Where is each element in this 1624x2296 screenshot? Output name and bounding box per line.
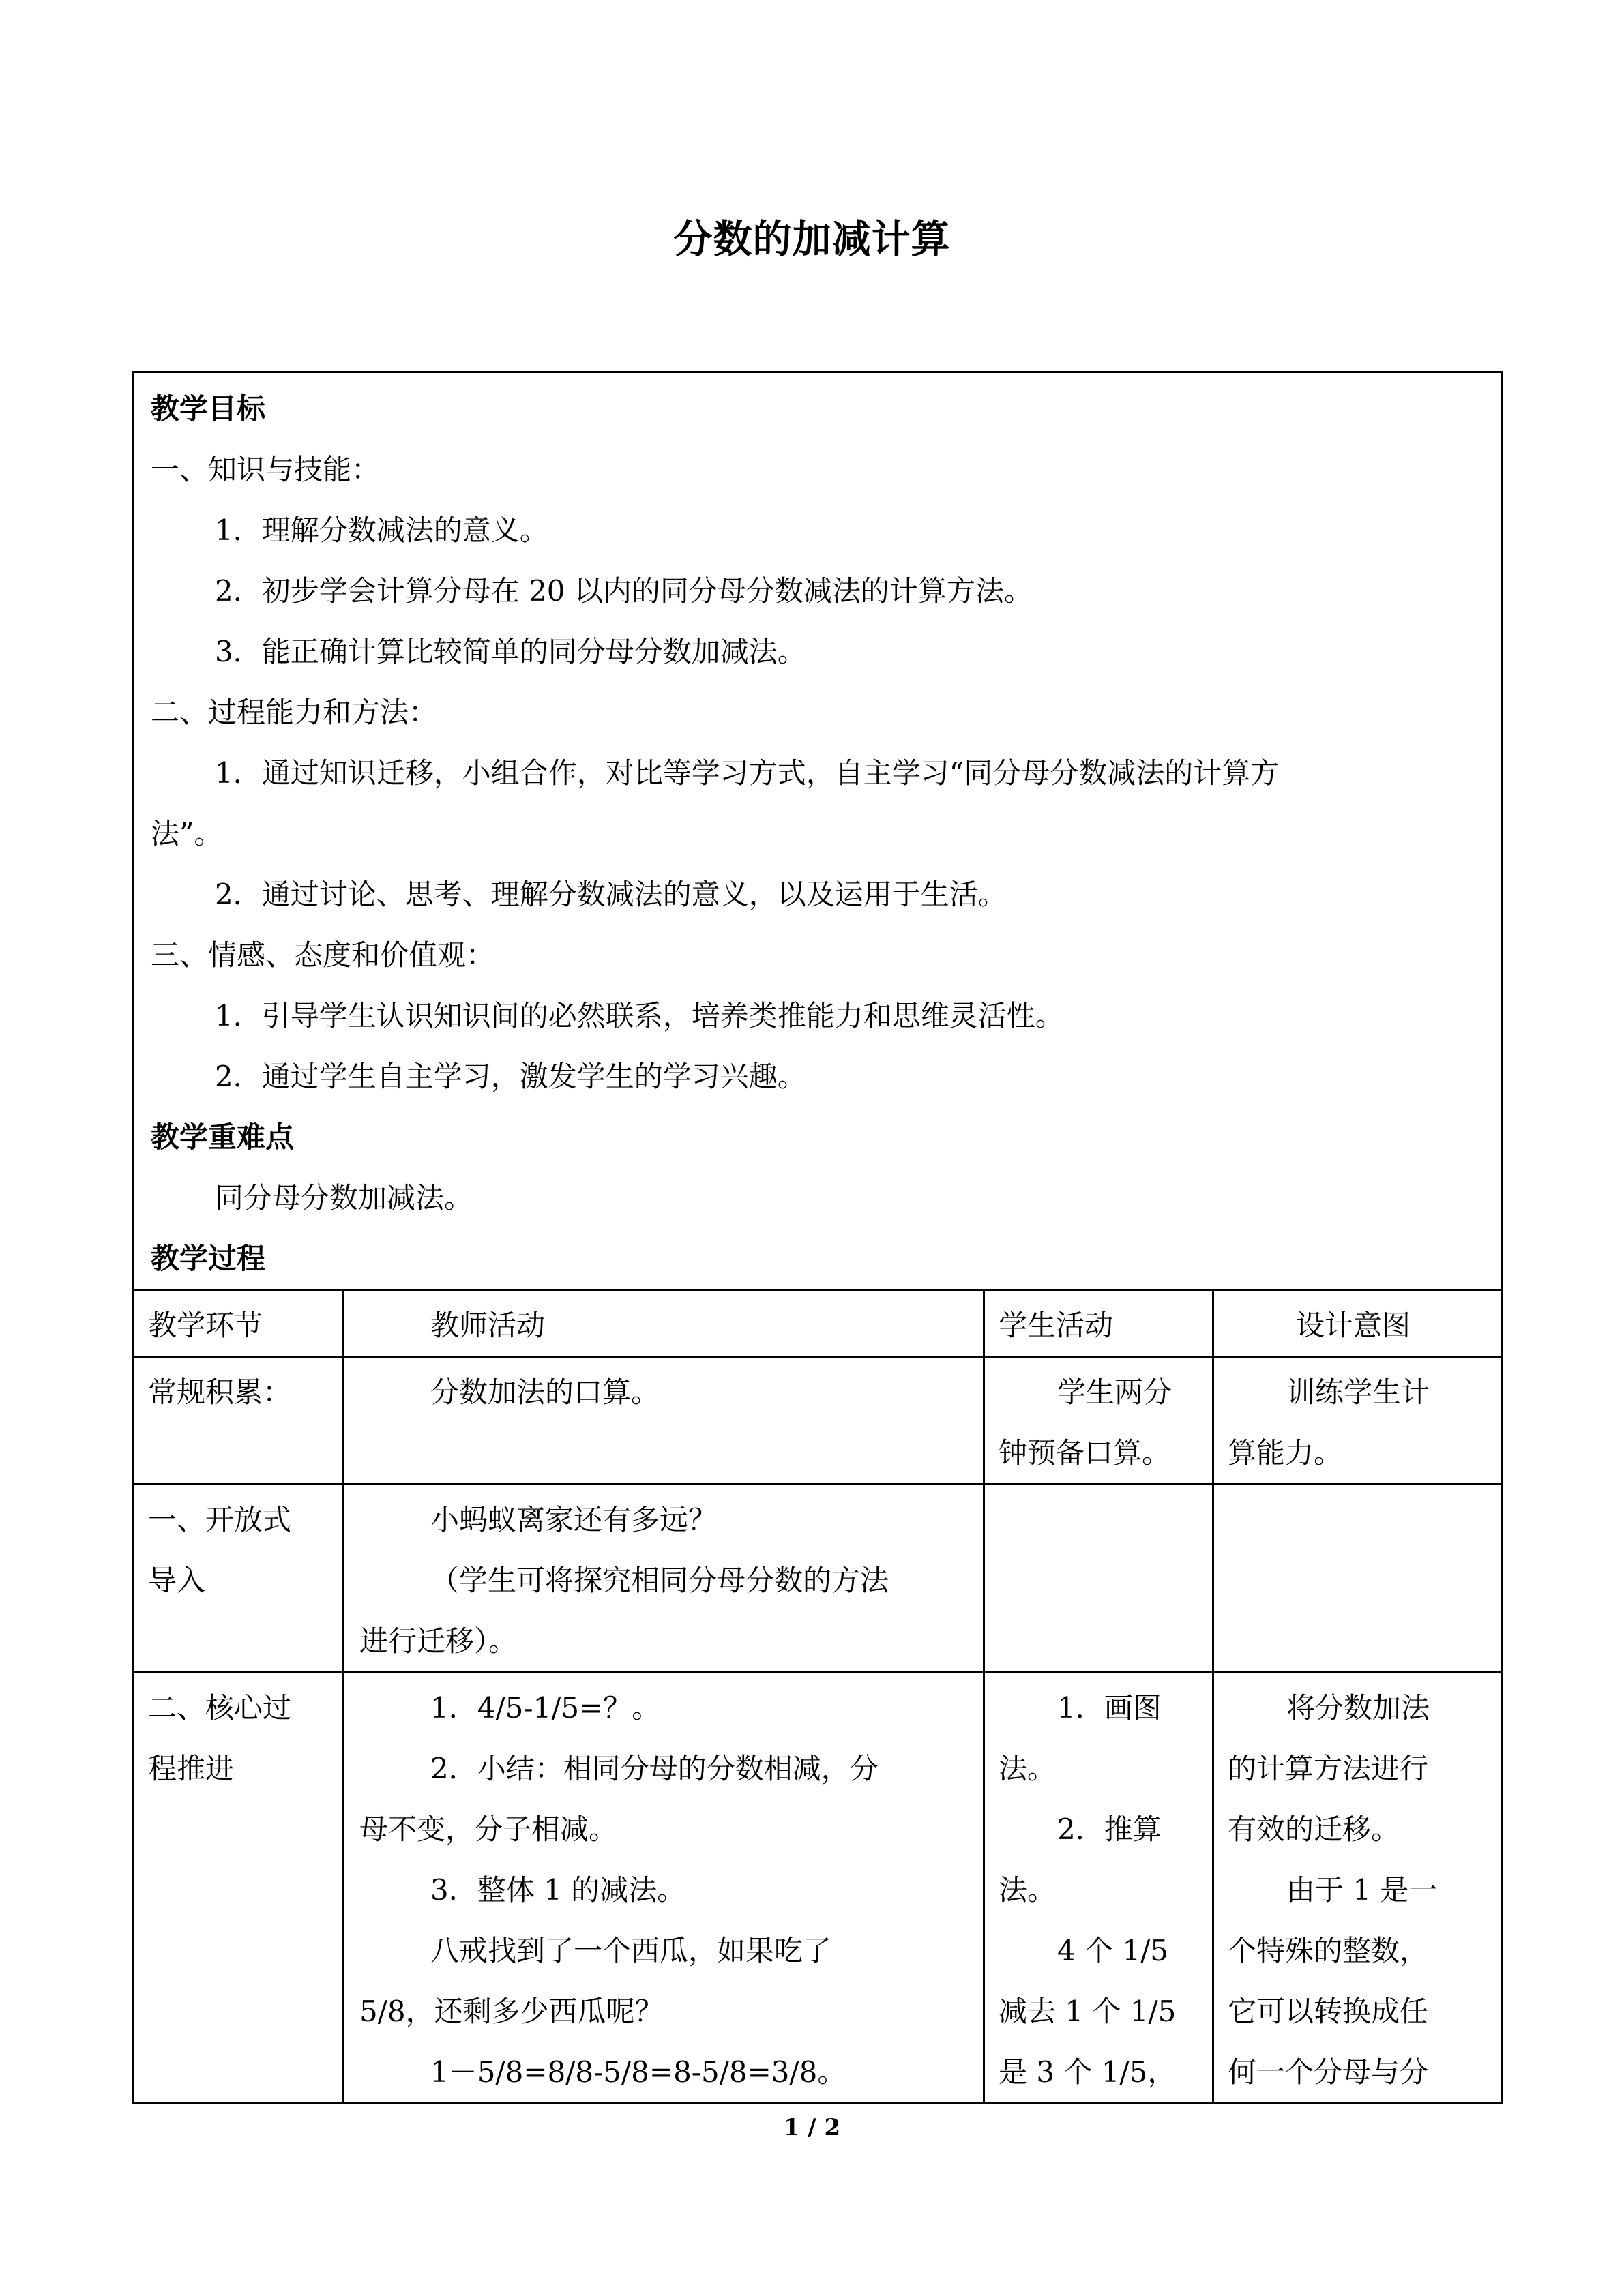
row3-student-line-5: 4 个 1/5 [1057, 1934, 1169, 1967]
emotion-item-2: 2．通过学生自主学习，激发学生的学习兴趣。 [215, 1060, 806, 1093]
row1-intent-line-2: 算能力。 [1228, 1436, 1343, 1470]
row3-intent-line-4: 由于 1 是一 [1286, 1873, 1438, 1907]
col-header-teacher-label: 教师活动 [430, 1309, 546, 1342]
row3-intent [1213, 1673, 1503, 2104]
row3-intent-line-1: 将分数加法 [1286, 1691, 1430, 1725]
table-row [134, 1673, 1503, 2104]
difficulty-header: 教学重难点 [151, 1120, 295, 1154]
process-item-1-line-2: 法”。 [151, 817, 223, 850]
row2-stage [134, 1485, 344, 1673]
process-item-2: 2．通过讨论、思考、理解分数减法的意义，以及运用于生活。 [215, 878, 1007, 911]
row3-teacher-line-3: 母不变，分子相减。 [359, 1813, 618, 1846]
objectives-cell [134, 372, 1503, 1290]
row3-stage-line-2: 程推进 [148, 1752, 235, 1785]
row1-intent-line-1: 训练学生计 [1286, 1375, 1430, 1409]
row3-teacher-line-6: 5/8，还剩多少西瓜呢？ [359, 1995, 664, 2028]
row1-student-line-2: 钟预备口算。 [999, 1436, 1171, 1470]
knowledge-item-1: 1．理解分数减法的意义。 [215, 513, 548, 547]
goals-header: 教学目标 [151, 392, 266, 426]
row3-intent-line-5: 个特殊的整数， [1228, 1934, 1429, 1967]
row3-student [984, 1673, 1213, 2104]
row3-student-line-2: 法。 [999, 1752, 1057, 1785]
document-title: 分数的加减计算 [673, 217, 951, 262]
difficulty-text: 同分母分数加减法。 [215, 1181, 473, 1214]
row3-intent-line-6: 它可以转换成任 [1228, 1995, 1429, 2028]
row3-student-line-3: 2．推算 [1057, 1813, 1162, 1846]
row3-teacher-line-1: 1．4/5-1/5=？。 [430, 1691, 661, 1725]
knowledge-header: 一、知识与技能： [151, 453, 381, 486]
lesson-plan-table [132, 371, 1503, 2104]
table-row [134, 1357, 1503, 1485]
row3-student-line-6: 减去 1 个 1/5 [999, 1995, 1177, 2028]
row2-stage-line-2: 导入 [148, 1564, 206, 1597]
col-header-student-label: 学生活动 [999, 1309, 1114, 1342]
emotion-item-1: 1．引导学生认识知识间的必然联系，培养类推能力和思维灵活性。 [215, 999, 1064, 1032]
col-header-intent-label: 设计意图 [1296, 1309, 1411, 1342]
row3-stage-line-1: 二、核心过 [148, 1691, 292, 1725]
table-row [134, 1485, 1503, 1673]
row3-teacher [344, 1673, 984, 2104]
col-header-student [984, 1290, 1213, 1357]
objectives-row [134, 372, 1503, 1290]
row2-stage-line-1: 一、开放式 [148, 1503, 292, 1536]
row3-teacher-line-4: 3．整体 1 的减法。 [430, 1873, 686, 1907]
row3-teacher-line-5: 八戒找到了一个西瓜，如果吃了 [430, 1934, 832, 1967]
row3-stage [134, 1673, 344, 2104]
row1-teacher [344, 1357, 984, 1485]
row3-student-line-4: 法。 [999, 1873, 1057, 1907]
row2-teacher-line-3: 进行迁移）。 [359, 1624, 518, 1658]
row3-intent-line-3: 有效的迁移。 [1228, 1813, 1400, 1846]
row3-student-line-1: 1．画图 [1057, 1691, 1162, 1725]
row1-teacher-text: 分数加法的口算。 [430, 1375, 660, 1409]
row1-student-line-1: 学生两分 [1057, 1375, 1172, 1409]
row2-student [984, 1485, 1213, 1673]
row1-stage-text: 常规积累： [148, 1375, 292, 1409]
row1-intent [1213, 1357, 1503, 1485]
knowledge-item-3: 3．能正确计算比较简单的同分母分数加减法。 [215, 635, 806, 668]
row2-teacher-line-2: （学生可将探究相同分母分数的方法 [430, 1564, 889, 1597]
row3-teacher-line-7: 1－5/8=8/8-5/8=8-5/8=3/8。 [430, 2055, 846, 2089]
row1-stage [134, 1357, 344, 1485]
row2-teacher [344, 1485, 984, 1673]
page-number: 1 / 2 [783, 2114, 841, 2141]
column-header-row [134, 1290, 1503, 1357]
col-header-stage [134, 1290, 344, 1357]
col-header-stage-label: 教学环节 [148, 1309, 263, 1342]
emotion-header: 三、情感、态度和价值观： [151, 938, 495, 972]
row3-student-line-7: 是 3 个 1/5， [999, 2055, 1177, 2089]
process-header: 二、过程能力和方法： [151, 696, 438, 729]
row2-teacher-line-1: 小蚂蚁离家还有多远？ [430, 1503, 718, 1536]
row3-teacher-line-2: 2．小结：相同分母的分数相减，分 [430, 1752, 879, 1785]
row1-student [984, 1357, 1213, 1485]
row3-intent-line-2: 的计算方法进行 [1228, 1752, 1429, 1785]
process-item-1-line-1: 1．通过知识迁移，小组合作，对比等学习方式，自主学习“同分母分数减法的计算方 [215, 756, 1280, 790]
col-header-intent [1213, 1290, 1503, 1357]
row2-intent [1213, 1485, 1503, 1673]
col-header-teacher [344, 1290, 984, 1357]
knowledge-item-2: 2．初步学会计算分母在 20 以内的同分母分数减法的计算方法。 [215, 574, 1033, 608]
process-section-header: 教学过程 [151, 1242, 266, 1275]
row3-intent-line-7: 何一个分母与分 [1228, 2055, 1429, 2089]
